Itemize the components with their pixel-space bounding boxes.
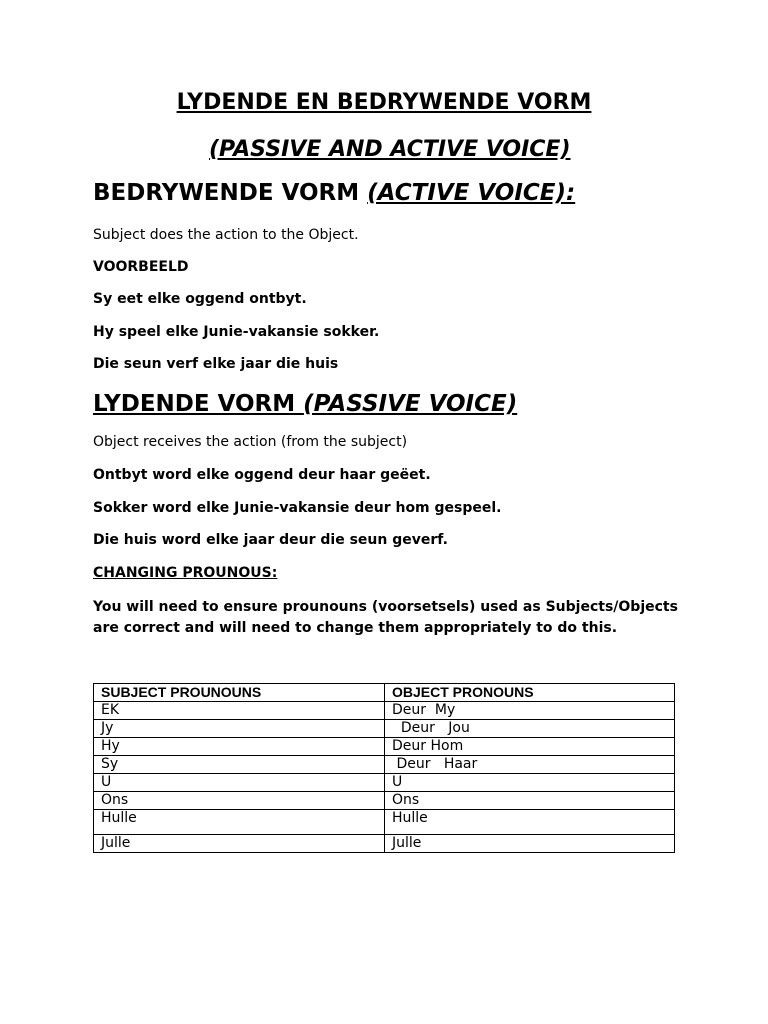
passive-voice-heading <box>93 391 517 417</box>
active-example-2: Hy speel elke Junie-vakansie sokker. <box>93 324 380 340</box>
active-voice-heading <box>93 180 575 206</box>
pronouns-instruction: You will need to ensure prounouns (voorsetsels) used as Subjects/Objects are correct and will need to change them appropriately to do this. <box>93 599 678 636</box>
passive-heading-italic: (PASSIVE VOICE) <box>303 391 518 417</box>
object-cell: Ons <box>385 792 675 810</box>
table-row <box>94 702 675 720</box>
document-subtitle: (PASSIVE AND ACTIVE VOICE) <box>209 137 571 162</box>
subject-cell: U <box>94 774 385 792</box>
subject-cell: Julle <box>94 835 385 853</box>
passive-example-3: Die huis word elke jaar deur die seun geverf. <box>93 532 448 548</box>
subject-cell: Hulle <box>94 810 385 835</box>
active-heading-plain: BEDRYWENDE VORM <box>93 180 368 206</box>
table-header-row <box>94 684 675 702</box>
table-row <box>94 774 675 792</box>
passive-heading-plain: LYDENDE VORM <box>93 391 304 417</box>
table-row <box>94 792 675 810</box>
table-row <box>94 756 675 774</box>
table-row <box>94 835 675 853</box>
passive-example-2: Sokker word elke Junie-vakansie deur hom gespeel. <box>93 500 502 516</box>
object-cell: U <box>385 774 675 792</box>
example-label: VOORBEELD <box>93 259 189 275</box>
object-cell: Deur My <box>385 702 675 720</box>
subject-cell: Hy <box>94 738 385 756</box>
table-row <box>94 810 675 835</box>
active-heading-italic: (ACTIVE VOICE): <box>367 180 576 206</box>
table-row <box>94 720 675 738</box>
active-example-3: Die seun verf elke jaar die huis <box>93 356 339 372</box>
active-description: Subject does the action to the Object. <box>93 227 359 243</box>
subject-cell: Sy <box>94 756 385 774</box>
pronouns-heading: CHANGING PROUNOUS: <box>93 565 278 581</box>
subject-cell: EK <box>94 702 385 720</box>
passive-example-1: Ontbyt word elke oggend deur haar geëet. <box>93 467 431 483</box>
passive-description: Object receives the action (from the subject) <box>93 434 408 450</box>
object-cell: Deur Haar <box>385 756 675 774</box>
object-pronouns-header: OBJECT PRONOUNS <box>385 684 675 702</box>
object-cell: Julle <box>385 835 675 853</box>
object-cell: Deur Jou <box>385 720 675 738</box>
object-cell: Hulle <box>385 810 675 835</box>
subject-cell: Jy <box>94 720 385 738</box>
object-cell: Deur Hom <box>385 738 675 756</box>
subject-cell: Ons <box>94 792 385 810</box>
subject-pronouns-header: SUBJECT PROUNOUNS <box>94 684 385 702</box>
table-row <box>94 738 675 756</box>
active-example-1: Sy eet elke oggend ontbyt. <box>93 291 307 307</box>
document-title: LYDENDE EN BEDRYWENDE VORM <box>176 90 592 115</box>
pronouns-table <box>93 683 675 853</box>
